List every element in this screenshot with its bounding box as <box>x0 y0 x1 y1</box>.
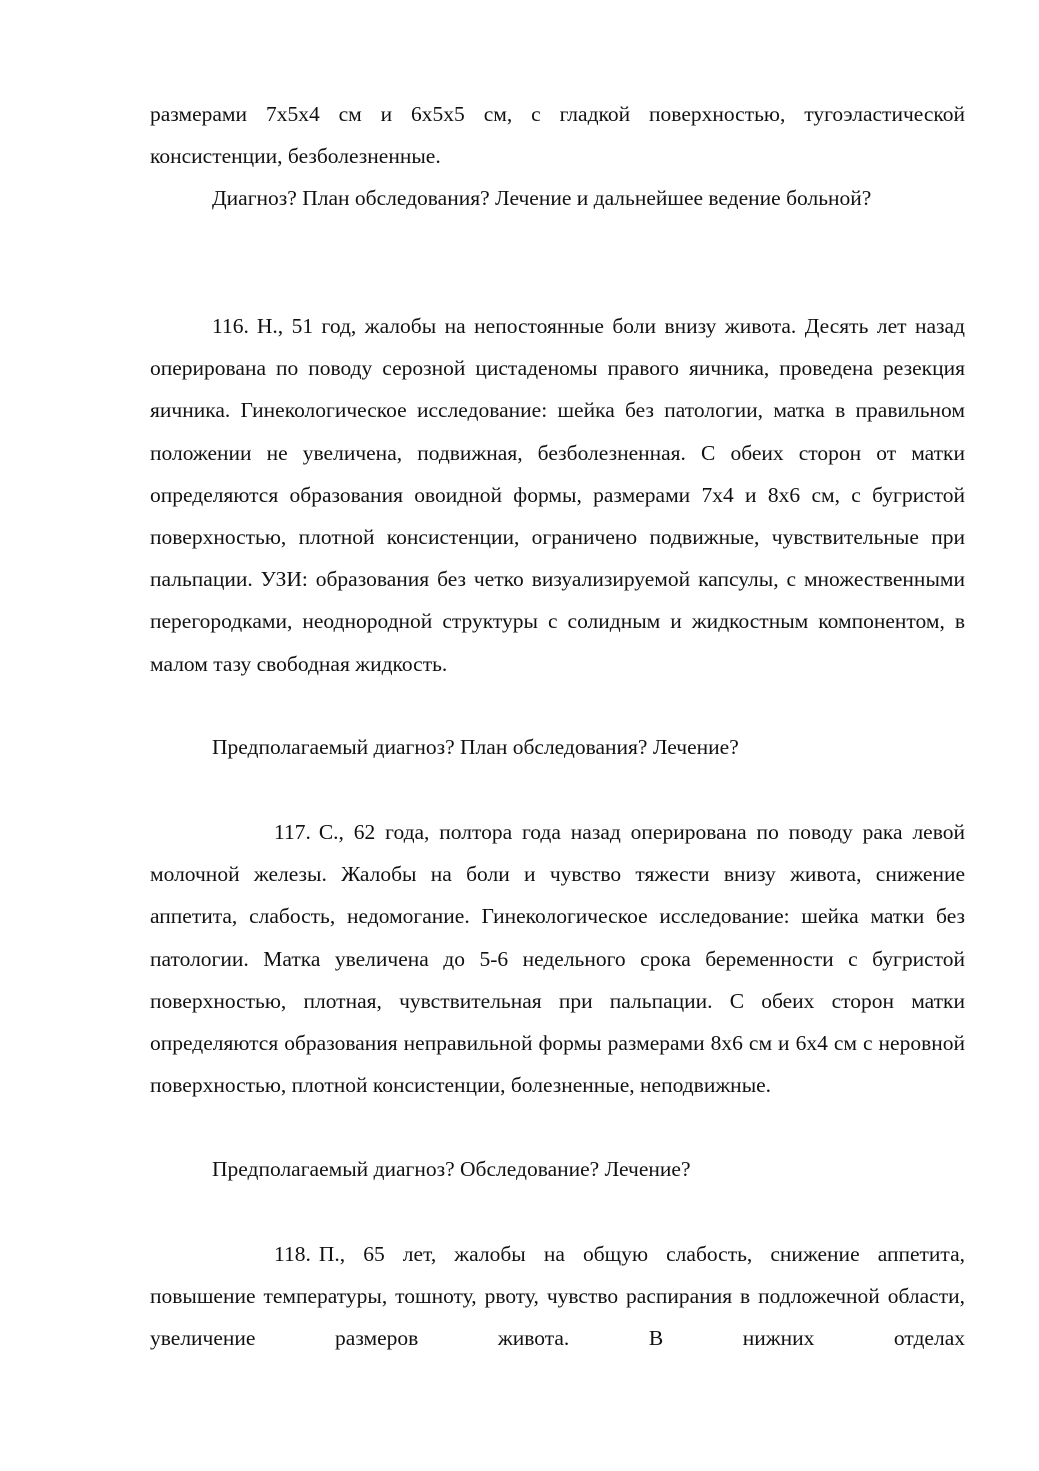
case-117-questions: Предполагаемый диагноз? Обследование? Лечение? <box>212 1157 691 1181</box>
case-118 <box>150 1233 965 1360</box>
case-text: Н., 51 год, жалобы на непостоянные боли внизу живота. Десять лет назад оперирована по поводу серозной цистаденомы правого яичника, проведена резекция яичника. Гинекологическое исследование: шейка без патологии, матка в правильном положении не увеличена, подвижная, безболезненная. С обеих сторон от матки определяются образования овоидной формы, размерами 7х4 и 8х6 см, с бугристой поверхностью, плотной консистенции, ограничено подвижные, чувствительные при пальпации. УЗИ: образования без четко визуализируемой капсулы, с множественными перегородками, неоднородной структуры с солидным и жидкостным компонентом, в малом тазу свободная жидкость. <box>150 314 965 676</box>
case-number: 118. <box>274 1242 311 1266</box>
case-text: П., 65 лет, жалобы на общую слабость, снижение аппетита, повышение температуры, тошноту, рвоту, чувство распирания в подложечной области, увеличение размеров живота. В нижних отделах <box>150 1242 965 1351</box>
case-number: 117. <box>274 820 311 844</box>
case-text: С., 62 года, полтора года назад оперирована по поводу рака левой молочной железы. Жалобы на боли и чувство тяжести внизу живота, снижение аппетита, слабость, недомогание. Гинекологическое исследование: шейка матки без патологии. Матка увеличена до 5-6 недельного срока беременности с бугристой поверхностью, плотная, чувствительная при пальпации. С обеих сторон матки определяются образования неправильной формы размерами 8х6 см и 6х4 см с неровной поверхностью, плотной консистенции, болезненные, неподвижные. <box>150 820 965 1098</box>
case-116-questions: Предполагаемый диагноз? План обследования? Лечение? <box>212 735 739 759</box>
case-117 <box>150 811 965 1106</box>
paragraph-questions: Диагноз? План обследования? Лечение и дальнейшее ведение больной? <box>212 186 872 210</box>
paragraph-continuation: размерами 7х5х4 см и 6х5х5 см, с гладкой поверхностью, тугоэластической консистенции, безболезненные. <box>150 102 965 169</box>
case-number: 116. <box>212 314 249 338</box>
case-116 <box>150 305 965 685</box>
